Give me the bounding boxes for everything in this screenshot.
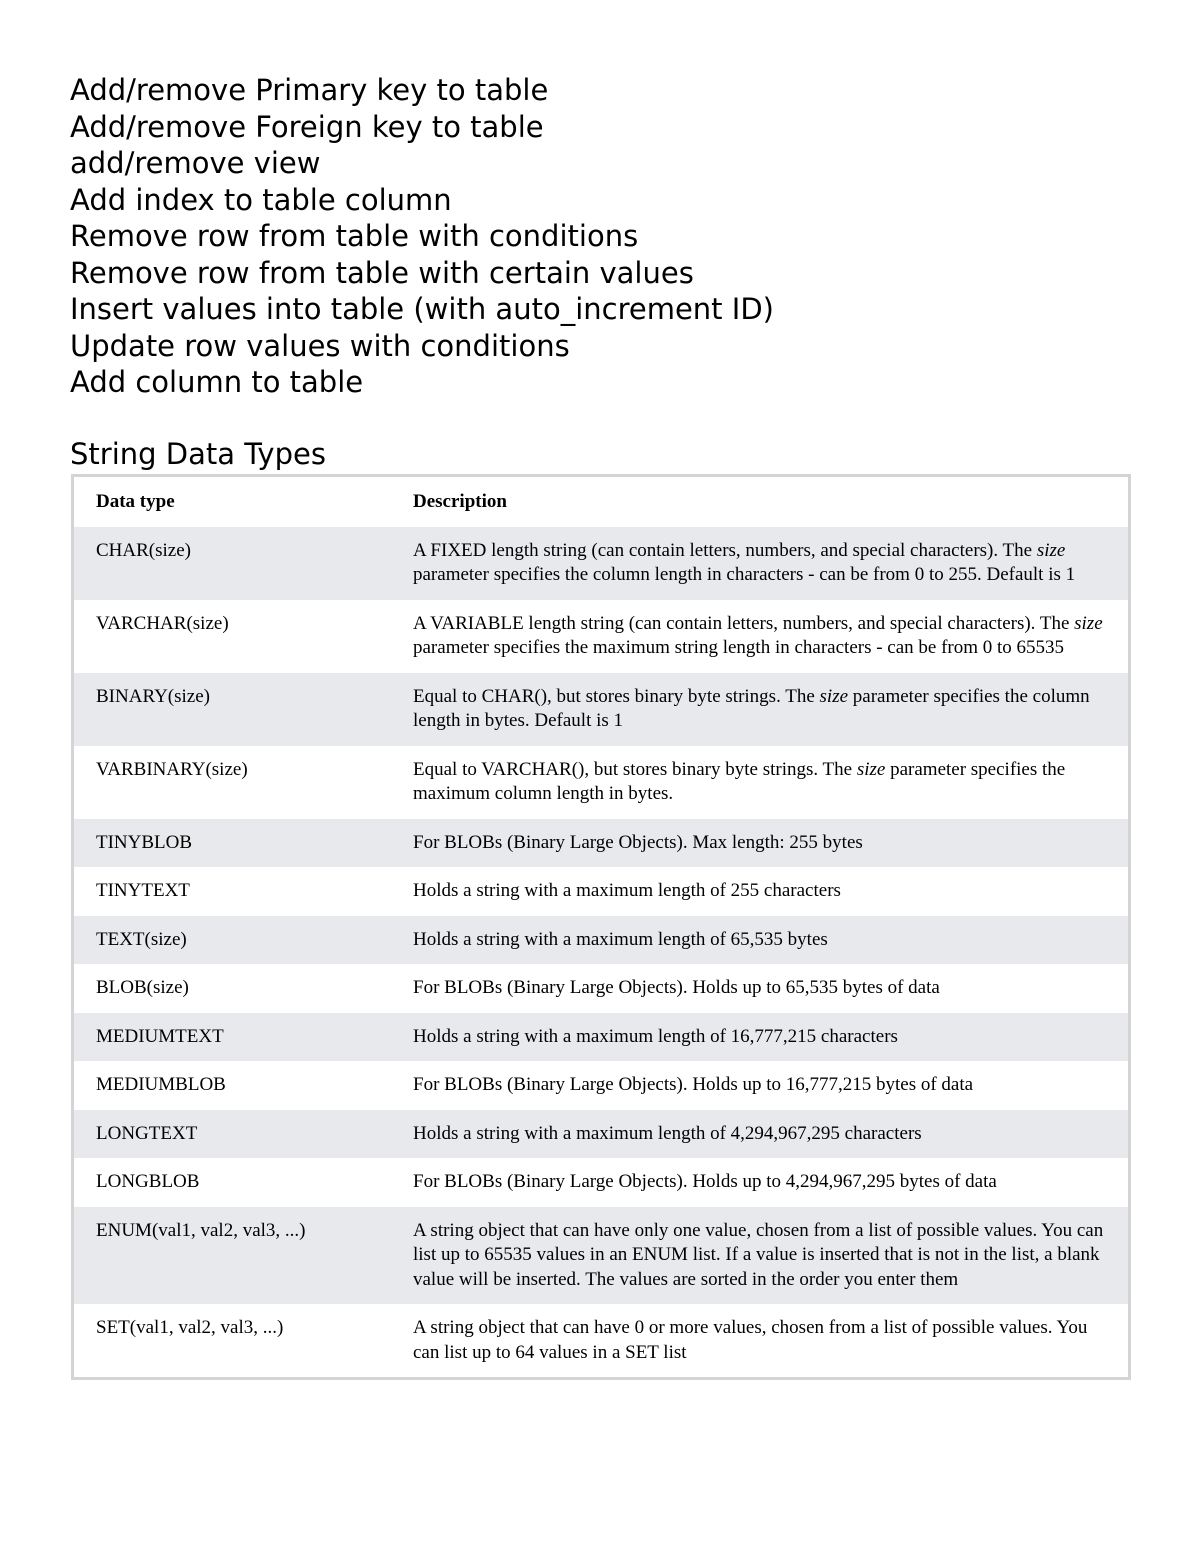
data-type-cell: TINYTEXT <box>96 880 190 901</box>
table-row <box>74 1061 1128 1110</box>
description-text: A FIXED length string (can contain letters, numbers, and special characters). The <box>413 539 1037 561</box>
description-text: Equal to VARCHAR(), but stores binary byte strings. The <box>413 758 857 780</box>
description-text: For BLOBs (Binary Large Objects). Holds up to 4,294,967,295 bytes of data <box>413 1171 997 1192</box>
task-list <box>70 72 774 401</box>
table-row <box>74 600 1128 673</box>
task-item: Add/remove Primary key to table <box>70 73 549 107</box>
task-item: Update row values with conditions <box>70 328 570 363</box>
task-item: Add index to table column <box>70 182 452 217</box>
description-text: parameter specifies the maximum string length in characters - can be from 0 to 65535 <box>413 637 1065 658</box>
table-row <box>74 964 1128 1013</box>
description-text: Holds a string with a maximum length of 65,535 bytes <box>413 928 828 950</box>
description-text: parameter specifies the column length in characters - can be from 0 to 255. Default is 1 <box>413 564 1076 585</box>
description-cell <box>391 1110 1128 1159</box>
description-parameter-text: size <box>819 685 849 707</box>
table-row <box>74 1110 1128 1159</box>
data-type-cell: CHAR(size) <box>96 539 191 561</box>
table-body <box>74 527 1128 1378</box>
description-text: For BLOBs (Binary Large Objects). Holds up to 65,535 bytes of data <box>413 977 940 998</box>
description-cell <box>391 916 1128 965</box>
data-type-cell: TINYBLOB <box>96 831 193 853</box>
data-type-cell: VARCHAR(size) <box>96 612 229 634</box>
data-type-cell: LONGBLOB <box>96 1171 200 1192</box>
description-text: parameter specifies the column length in bytes. Default is 1 <box>413 685 1090 731</box>
table-row <box>74 673 1128 746</box>
description-text: A string object that can have only one value, chosen from a list of possible values. You can list up to 65535 values in an ENUM list. If a value is inserted that is not in the list, a blank value will be inserted. The values are sorted in the order you enter them <box>413 1219 1104 1290</box>
description-cell <box>391 819 1128 868</box>
table-row <box>74 916 1128 965</box>
description-cell <box>391 1304 1128 1377</box>
description-parameter-text: size <box>856 758 886 780</box>
description-cell <box>391 867 1128 916</box>
data-type-cell: VARBINARY(size) <box>96 758 248 780</box>
description-parameter-text: size <box>1074 612 1103 634</box>
description-cell <box>391 1061 1128 1110</box>
data-type-cell: BINARY(size) <box>96 685 210 707</box>
description-parameter-text: size <box>1036 539 1066 561</box>
description-cell <box>391 1013 1128 1062</box>
description-text: For BLOBs (Binary Large Objects). Max length: 255 bytes <box>413 831 863 853</box>
description-cell <box>391 1158 1128 1207</box>
table-row <box>74 867 1128 916</box>
data-type-cell: MEDIUMTEXT <box>96 1025 224 1047</box>
data-type-cell: ENUM(val1, val2, val3, ...) <box>96 1219 306 1241</box>
table-row <box>74 527 1128 600</box>
description-cell <box>391 964 1128 1013</box>
table-row <box>74 746 1128 819</box>
task-item: Remove row from table with conditions <box>70 219 639 253</box>
data-type-cell: BLOB(size) <box>96 977 189 998</box>
data-type-cell: SET(val1, val2, val3, ...) <box>96 1317 284 1338</box>
table-row <box>74 819 1128 868</box>
description-text: A string object that can have 0 or more values, chosen from a list of possible values. You can list up to 64 values in a SET list <box>413 1317 1088 1363</box>
column-header-description: Description <box>413 491 507 512</box>
description-text: Holds a string with a maximum length of 255 characters <box>413 880 841 901</box>
description-cell <box>391 746 1128 819</box>
data-type-cell: TEXT(size) <box>96 928 187 950</box>
data-type-cell: LONGTEXT <box>96 1122 198 1144</box>
data-types-table-frame <box>71 474 1131 1380</box>
description-cell <box>391 1207 1128 1305</box>
description-text: A VARIABLE length string (can contain letters, numbers, and special characters). The <box>413 612 1075 634</box>
table-row <box>74 1013 1128 1062</box>
task-item: Add/remove Foreign key to table <box>70 109 544 144</box>
table-row <box>74 1158 1128 1207</box>
description-cell <box>391 600 1128 673</box>
data-types-table <box>74 477 1128 1377</box>
description-text: Holds a string with a maximum length of 16,777,215 characters <box>413 1025 898 1047</box>
task-item: Insert values into table (with auto_increment ID) <box>70 292 774 326</box>
description-text: Holds a string with a maximum length of 4,294,967,295 characters <box>413 1122 922 1144</box>
task-item: Remove row from table with certain values <box>70 255 694 290</box>
task-item: Add column to table <box>70 365 364 399</box>
description-cell <box>391 673 1128 746</box>
section-title: String Data Types <box>70 437 326 471</box>
data-type-cell: MEDIUMBLOB <box>96 1074 226 1095</box>
table-row <box>74 1207 1128 1305</box>
column-header-data-type: Data type <box>96 491 175 512</box>
table-row <box>74 1304 1128 1377</box>
task-item: add/remove view <box>70 146 321 180</box>
description-cell <box>391 527 1128 600</box>
description-text: For BLOBs (Binary Large Objects). Holds up to 16,777,215 bytes of data <box>413 1074 974 1095</box>
table-header-row <box>74 477 1128 527</box>
description-text: Equal to CHAR(), but stores binary byte strings. The <box>413 685 820 707</box>
description-text: parameter specifies the maximum column length in bytes. <box>413 758 1066 804</box>
